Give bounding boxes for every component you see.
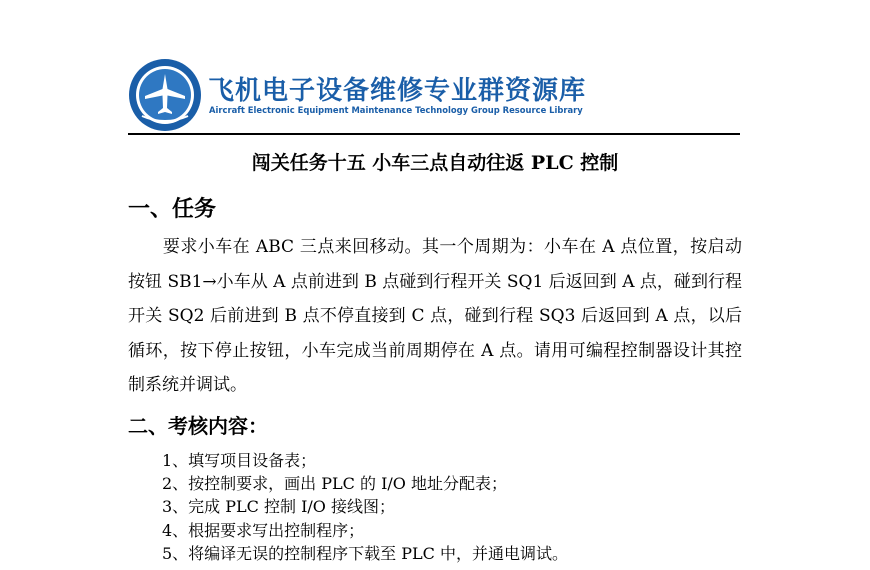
airplane-seal-icon	[128, 58, 202, 132]
logo-subtitle: Aircraft Electronic Equipment Maintenance Technology Group Resource Library	[209, 105, 583, 115]
list-item: 1、填写项目设备表；	[162, 451, 317, 470]
section-heading-assessment: 二、考核内容：	[128, 414, 268, 438]
task-paragraph: 要求小车在 ABC 三点来回移动。其一个周期为：小车在 A 点位置，按启动按钮 SB1→小车从 A 点前进到 B 点碰到行程开关 SQ1 后返回到 A 点，碰到行程开关 SQ2 后前进到 B 点不停直接到 C 点，碰到行程 SQ3 后返回到 A 点，以后循环，按下停止按钮，小车完成当前周期停在 A 点。请用可编程控制器设计其控制系统并调试。	[128, 237, 742, 395]
assessment-list	[162, 449, 568, 565]
list-item: 3、完成 PLC 控制 I/O 接线图；	[162, 497, 395, 517]
list-item: 2、按控制要求，画出 PLC 的 I/O 地址分配表；	[162, 474, 507, 494]
header-divider	[128, 133, 740, 135]
section-heading-task: 一、任务	[128, 197, 217, 222]
header-logo	[128, 58, 740, 132]
list-item: 4、根据要求写出控制程序；	[162, 520, 365, 540]
document-title: 闯关任务十五 小车三点自动往返 PLC 控制	[251, 152, 619, 174]
list-item: 5、将编译无误的控制程序下载至 PLC 中，并通电调试。	[162, 543, 568, 563]
logo-title: 飞机电子设备维修专业群资源库	[208, 76, 587, 106]
